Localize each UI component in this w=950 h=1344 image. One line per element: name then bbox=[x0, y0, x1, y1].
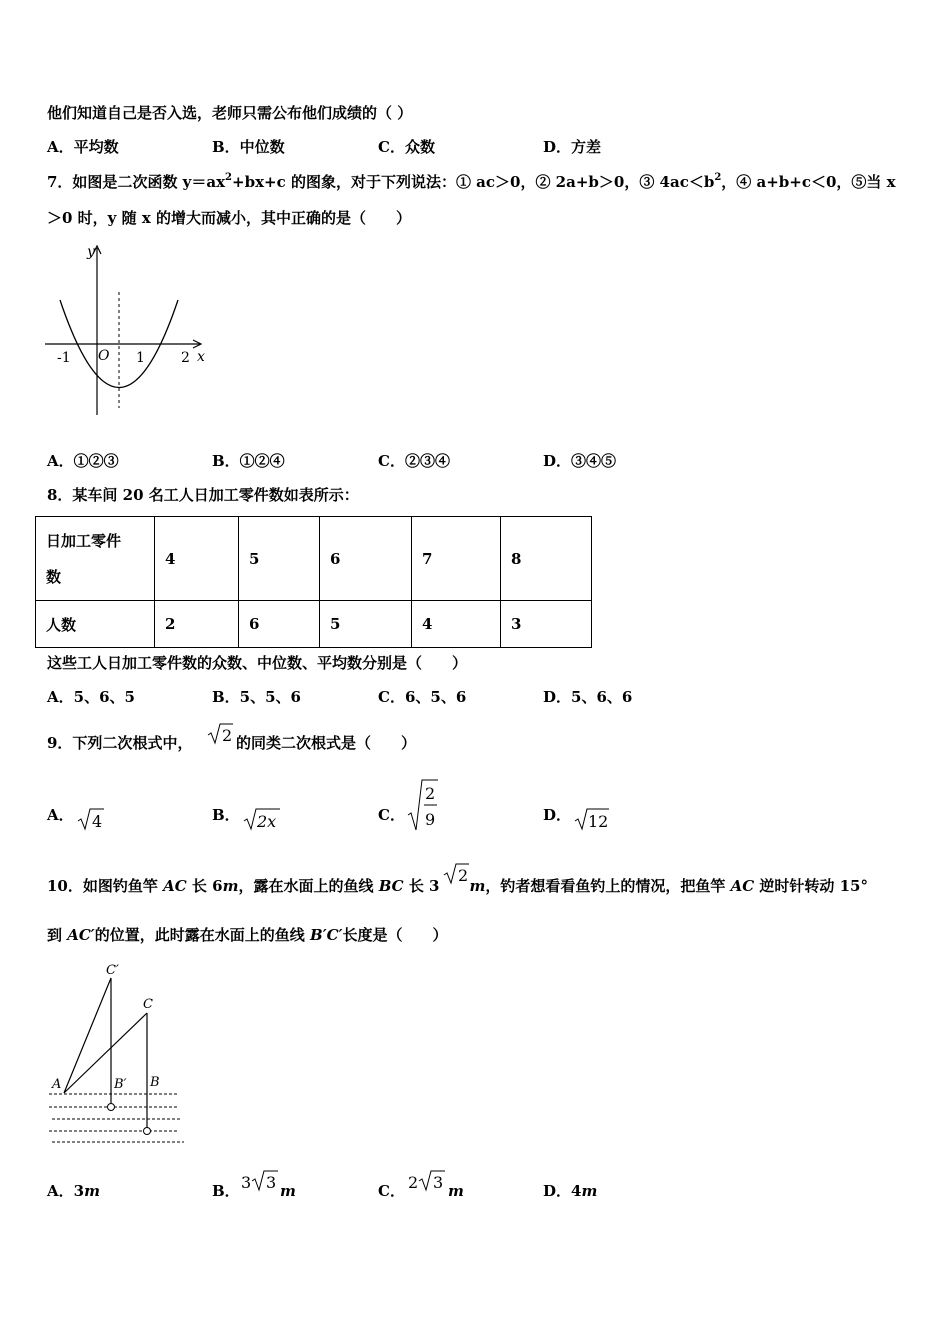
q6-option-b[interactable]: B．中位数 bbox=[212, 138, 285, 156]
q8-option-a[interactable]: A．5、6、5 bbox=[47, 688, 135, 706]
q9-option-c[interactable] bbox=[378, 805, 405, 825]
q9-option-b-sqrt[interactable] bbox=[242, 806, 282, 832]
radicand: 4 bbox=[92, 812, 103, 831]
q10-option-c[interactable] bbox=[378, 1181, 405, 1201]
table-row-label: 人数 bbox=[36, 601, 155, 648]
q10-fishing-rod-figure bbox=[44, 958, 189, 1148]
intro-line: 他们知道自己是否入选，老师只需公布他们成绩的（ ） bbox=[47, 104, 413, 122]
radicand: 2 bbox=[222, 726, 233, 745]
origin-label: O bbox=[98, 348, 110, 364]
table-header-value: 7 bbox=[412, 517, 501, 601]
label-c: C bbox=[143, 997, 153, 1012]
q10-stem-sqrt2 bbox=[442, 862, 470, 886]
q9-option-d[interactable] bbox=[543, 805, 571, 825]
q9-stem-a: 9．下列二次根式中， bbox=[47, 734, 193, 752]
q10-text: 长度是（ ） bbox=[342, 926, 448, 944]
label-a: A bbox=[52, 1077, 62, 1092]
table-cell: 6 bbox=[239, 601, 320, 648]
table-cell: 2 bbox=[155, 601, 239, 648]
label-b-prime: B′ bbox=[114, 1077, 127, 1092]
tick-1: 1 bbox=[136, 350, 145, 366]
q10-option-c-label: C． bbox=[378, 1182, 405, 1200]
tick-neg1: -1 bbox=[57, 350, 71, 366]
q9-option-d-label: D． bbox=[543, 806, 572, 824]
label-b: B bbox=[150, 1075, 160, 1090]
q9-option-d-sqrt[interactable] bbox=[573, 806, 611, 832]
hook-b-prime bbox=[108, 1104, 115, 1111]
q10-option-d-unit: m bbox=[581, 1182, 598, 1200]
q8-question: 这些工人日加工零件数的众数、中位数、平均数分别是（ ） bbox=[47, 654, 468, 672]
q10-text: 10．如图钓鱼竿 bbox=[47, 877, 164, 895]
table-header-value: 8 bbox=[501, 517, 592, 601]
q10-unit: m bbox=[222, 877, 239, 895]
q10-text: 长 6 bbox=[186, 877, 223, 895]
q7-stem-line1 bbox=[47, 172, 896, 192]
coefficient: 2 bbox=[408, 1173, 419, 1192]
q10-option-a-unit: m bbox=[84, 1182, 100, 1200]
q10-option-a[interactable] bbox=[47, 1181, 100, 1201]
fraction-denominator: 9 bbox=[425, 810, 436, 829]
q6-option-a[interactable]: A．平均数 bbox=[47, 138, 119, 156]
table-cell: 3 bbox=[501, 601, 592, 648]
q10-option-d[interactable] bbox=[543, 1181, 597, 1201]
q7-stem-line2: ＞0 时，y 随 x 的增大而减小，其中正确的是（ ） bbox=[47, 209, 411, 227]
q10-text: ，露在水面上的鱼线 bbox=[238, 877, 379, 895]
q9-stem-b: 的同类二次根式是（ ） bbox=[236, 734, 417, 752]
q9-option-a[interactable] bbox=[47, 805, 74, 825]
q8-option-d[interactable]: D．5、6、6 bbox=[543, 688, 633, 706]
table-header-value: 6 bbox=[320, 517, 412, 601]
q10-option-a-label: A．3 bbox=[47, 1182, 85, 1200]
q9-option-c-sqrt-frac[interactable] bbox=[406, 777, 440, 833]
q7-option-b[interactable]: B．①②④ bbox=[212, 452, 285, 470]
radicand: 12 bbox=[588, 812, 609, 831]
table-cell: 4 bbox=[412, 601, 501, 648]
q8-option-c[interactable]: C．6、5、6 bbox=[378, 688, 467, 706]
q10-bc: BC bbox=[378, 877, 404, 895]
tick-2: 2 bbox=[181, 350, 190, 366]
q7-option-d[interactable]: D．③④⑤ bbox=[543, 452, 617, 470]
q10-option-d-label: D．4 bbox=[543, 1182, 582, 1200]
q10-ac: AC bbox=[730, 877, 755, 895]
q7-parabola-graph bbox=[40, 240, 215, 420]
q10-option-c-value[interactable] bbox=[407, 1168, 447, 1194]
q10-option-b-unit: m bbox=[280, 1182, 296, 1200]
radicand: 2x bbox=[257, 812, 277, 831]
q9-option-a-sqrt[interactable] bbox=[76, 806, 106, 832]
fraction-numerator: 2 bbox=[425, 784, 436, 803]
q10-text: 到 bbox=[47, 926, 68, 944]
x-label: x bbox=[197, 349, 205, 365]
hook-b bbox=[144, 1128, 151, 1135]
table-header-value: 4 bbox=[155, 517, 239, 601]
q10-option-c-unit: m bbox=[448, 1182, 464, 1200]
q8-data-table bbox=[35, 516, 592, 648]
table-header-label-line2: 数 bbox=[46, 567, 62, 586]
q10-text: ，钓者想看看鱼钓上的情况，把鱼竿 bbox=[485, 877, 731, 895]
q9-option-b-label: B． bbox=[212, 806, 240, 824]
radicand: 3 bbox=[266, 1173, 277, 1192]
q9-option-c-label: C． bbox=[378, 806, 405, 824]
q10-option-b[interactable] bbox=[212, 1181, 240, 1201]
rod-ac bbox=[64, 1013, 147, 1093]
q7-text-b: +bx+c 的图象，对于下列说法：① ac＞0，② 2a+b＞0，③ 4ac＜b bbox=[232, 173, 715, 191]
q9-option-b[interactable] bbox=[212, 805, 240, 825]
q7-text-a: 7．如图是二次函数 y＝ax bbox=[47, 173, 226, 191]
table-header-label-line1: 日加工零件 bbox=[46, 531, 122, 550]
q9-stem-sqrt bbox=[206, 722, 234, 746]
coefficient: 3 bbox=[241, 1173, 252, 1192]
q7-sup-1: 2 bbox=[225, 172, 233, 183]
rod-ac-prime bbox=[64, 978, 111, 1093]
q10-unit: m bbox=[469, 877, 486, 895]
q8-stem: 8．某车间 20 名工人日加工零件数如表所示： bbox=[47, 486, 359, 504]
q9-option-a-label: A． bbox=[47, 806, 74, 824]
radicand: 2 bbox=[458, 866, 469, 885]
q6-option-d[interactable]: D．方差 bbox=[543, 138, 602, 156]
table-header-label bbox=[36, 517, 155, 601]
q10-ac: AC bbox=[163, 877, 187, 895]
table-cell: 5 bbox=[320, 601, 412, 648]
table-header-value: 5 bbox=[239, 517, 320, 601]
q6-option-c[interactable]: C．众数 bbox=[378, 138, 435, 156]
label-c-prime: C′ bbox=[106, 963, 119, 978]
y-label: y bbox=[87, 244, 95, 260]
q10-option-b-value[interactable] bbox=[240, 1168, 280, 1194]
q10-text: 逆时针转动 15° bbox=[754, 877, 868, 895]
q10-bpcp: B′C′ bbox=[310, 926, 343, 944]
q10-option-b-label: B． bbox=[212, 1182, 240, 1200]
radicand: 3 bbox=[433, 1173, 444, 1192]
q10-acp: AC′ bbox=[67, 926, 95, 944]
q10-stem-line2 bbox=[47, 925, 448, 945]
q8-option-b[interactable]: B．5、5、6 bbox=[212, 688, 301, 706]
q7-text-c: ，④ a+b+c＜0，⑤当 x bbox=[721, 173, 896, 191]
q10-text: 长 3 bbox=[403, 877, 440, 895]
q7-sup-2: 2 bbox=[714, 172, 722, 183]
q7-option-c[interactable]: C．②③④ bbox=[378, 452, 450, 470]
q10-text: 的位置，此时露在水面上的鱼线 bbox=[94, 926, 311, 944]
q7-option-a[interactable]: A．①②③ bbox=[47, 452, 119, 470]
